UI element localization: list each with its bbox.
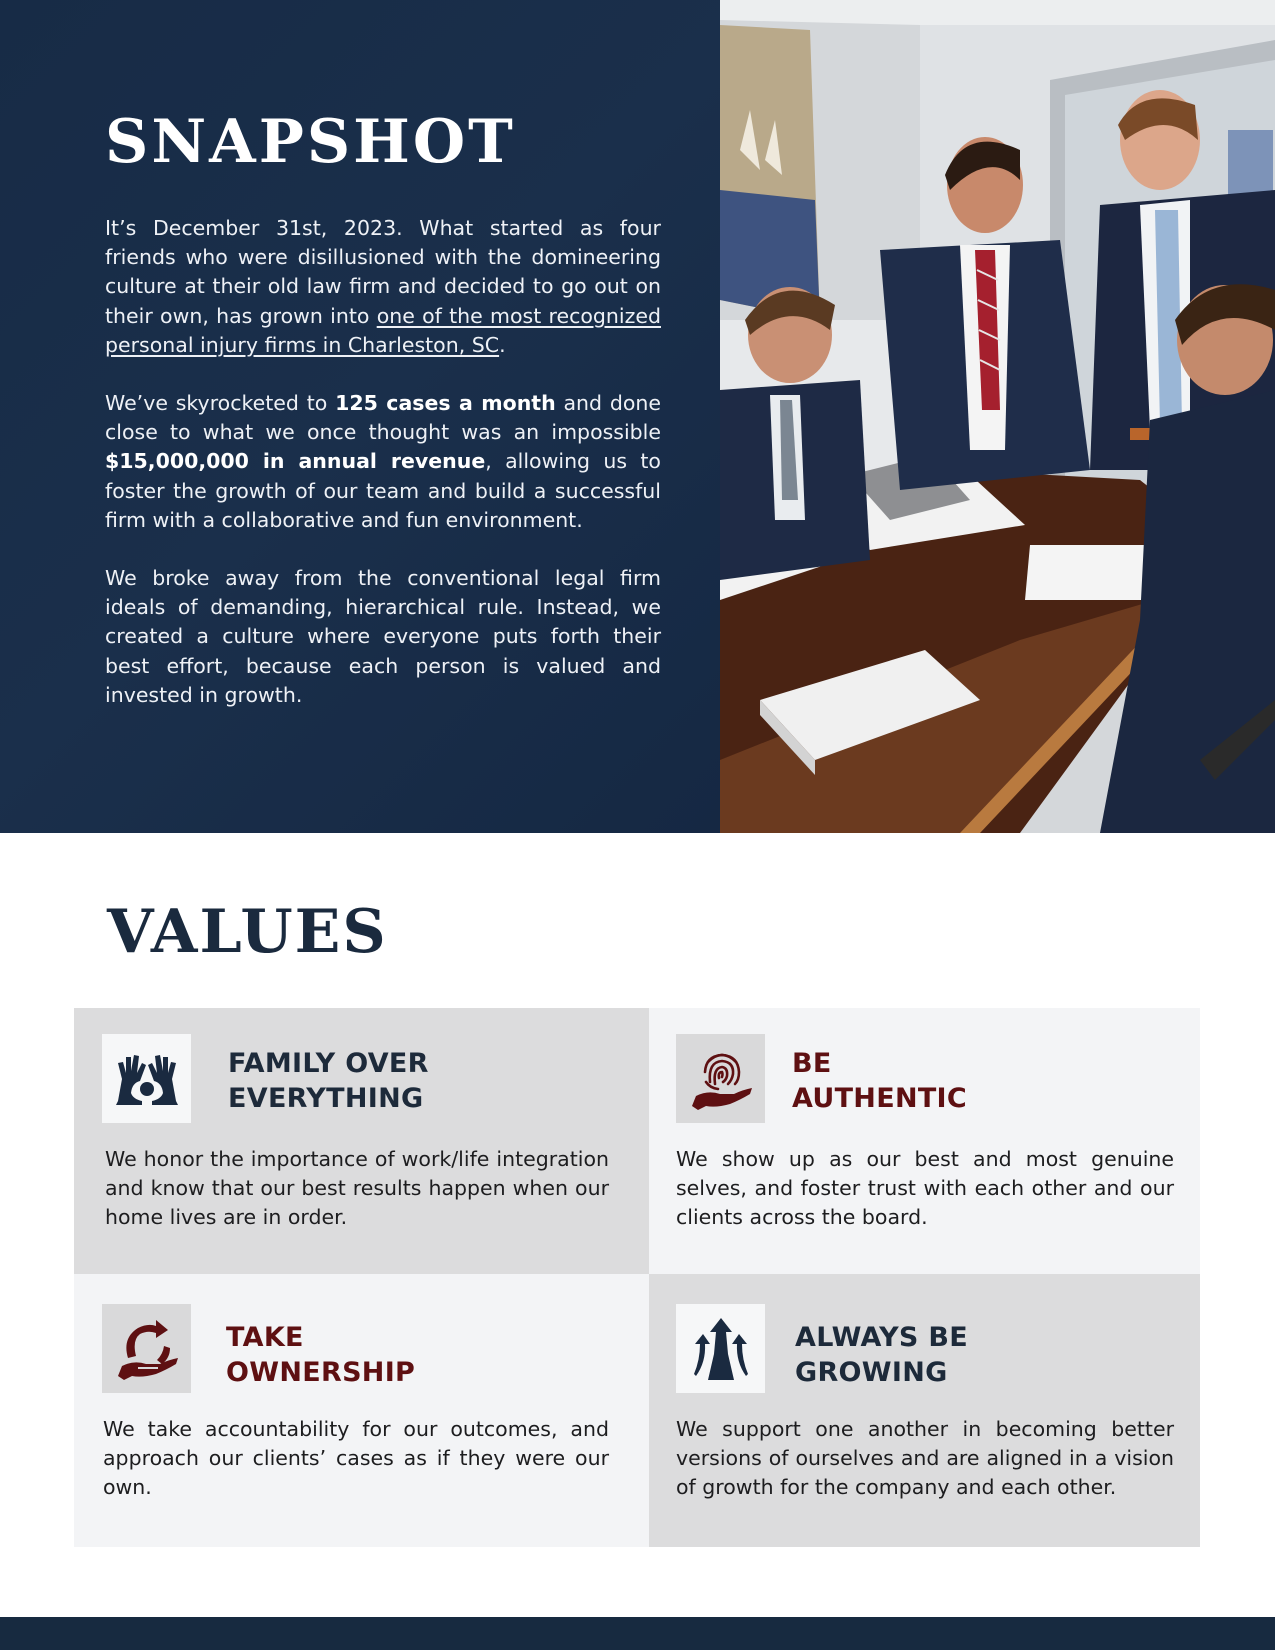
cases-per-month-highlight: 125 cases a month [335, 391, 556, 416]
value-heading-line2: AUTHENTIC [792, 1083, 968, 1114]
value-card-family [74, 1008, 649, 1274]
team-photo-illustration [720, 0, 1275, 833]
annual-revenue-highlight: $15,000,000 in annual revenue [105, 449, 486, 474]
fingerprint-hand-icon [676, 1034, 765, 1123]
value-heading [226, 1320, 415, 1390]
snapshot-body [105, 214, 661, 710]
snapshot-title: SNAPSHOT [105, 107, 516, 177]
team-photo [720, 0, 1275, 833]
paragraph-end: . [499, 332, 506, 357]
charleston-firm-link[interactable]: one of the most recognized personal injury firms in Charleston, SC [105, 303, 661, 357]
value-heading [795, 1320, 968, 1390]
value-card-ownership [74, 1274, 649, 1547]
value-heading-line2: EVERYTHING [228, 1083, 424, 1114]
value-heading [228, 1046, 429, 1116]
value-heading-line1: ALWAYS BE [795, 1322, 969, 1353]
value-heading-line1: FAMILY OVER [228, 1048, 429, 1079]
paragraph-text: , allowing us to foster the growth of our team and build a successful firm with a collaborative and fun environment. [105, 449, 661, 532]
hands-heart-icon [102, 1034, 191, 1123]
value-description: We show up as our best and most genuine selves, and foster trust with each other and our clients across the board. [676, 1147, 1174, 1230]
paragraph-text: We’ve skyrocketed to [105, 391, 336, 416]
value-card-growing [649, 1274, 1200, 1547]
value-heading [792, 1046, 967, 1116]
snapshot-paragraph-1 [105, 214, 661, 360]
paragraph-text: It’s December 31st, 2023. What started as four friends who were disillusioned with the domineering culture at their old law firm and decided to go out on their own, has grown into [105, 216, 661, 328]
value-card-authentic [649, 1008, 1200, 1274]
value-heading-line2: GROWING [795, 1357, 948, 1388]
value-heading-line1: BE [792, 1048, 832, 1079]
growth-arrows-icon [676, 1304, 765, 1393]
value-heading-line1: TAKE [226, 1322, 304, 1353]
values-title: VALUES [107, 897, 388, 967]
snapshot-panel [0, 0, 720, 833]
value-heading-line2: OWNERSHIP [226, 1357, 416, 1388]
footer-bar [0, 1617, 1275, 1650]
value-description: We honor the importance of work/life integration and know that our best results happen when our home lives are in order. [105, 1147, 609, 1230]
snapshot-paragraph-3: We broke away from the conventional legal firm ideals of demanding, hierarchical rule. Instead, we created a culture where everyone puts forth their best effort, because each person is valued and invested in growth. [105, 566, 661, 707]
hand-cycle-arrow-icon [102, 1304, 191, 1393]
paragraph-text: and done close to what we once thought was an impossible [105, 391, 662, 445]
value-description: We support one another in becoming better versions of ourselves and are aligned in a vision of growth for the company and each other. [676, 1417, 1174, 1500]
value-description: We take accountability for our outcomes, and approach our clients’ cases as if they were our own. [103, 1417, 609, 1500]
snapshot-paragraph-2 [105, 389, 661, 535]
